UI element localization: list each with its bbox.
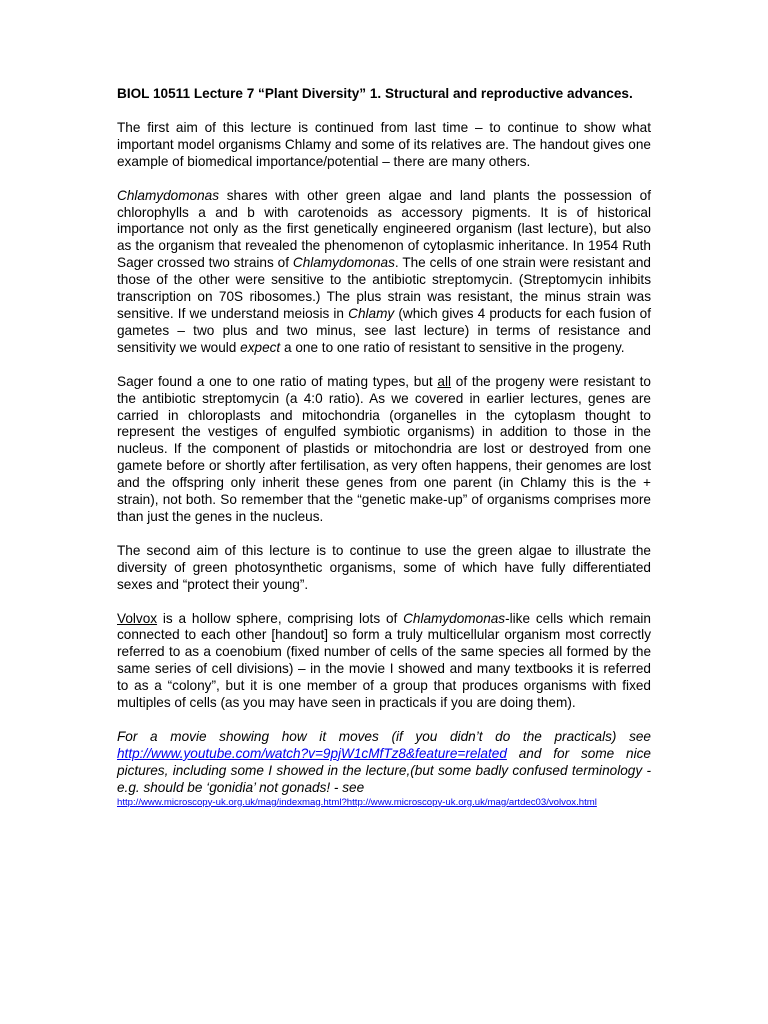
document-page [117,86,651,825]
microscopy-link[interactable]: http://www.microscopy-uk.org.uk/mag/indexmag.html?http://www.microscopy-uk.org.uk/mag/artdec03/volvox.html [117,796,597,808]
text-run: (which gives 4 products for each fusion of gametes – two plus and two minus, see last lecture) in terms of resistance and sensitivity we would [117,305,651,355]
text-run: -like cells which remain connected to each other [handout] so form a truly multicellular organism most correctly referred to as a coenobium (fixed number of cells of the same species all formed by the same series of cell divisions) – in the movie I showed and many textbooks it is referred to as a “colony”, but it is one member of a group that produces organisms with fixed multiples of cells (as you may have seen in practicals if you are doing them). [117,610,651,711]
text-run: . The cells of one strain were resistant and those of the other were sensitive to the antibiotic streptomycin. (Streptomycin inhibits transcription on 70S ribosomes.) The plus strain was resistant, the minus strain was sensitive. If we understand meiosis in [117,255,651,321]
italic-term: Chlamydomonas [117,187,219,203]
paragraph-5 [117,611,651,712]
underlined-term: all [437,373,452,389]
text-run: of the progeny were resistant to the antibiotic streptomycin (a 4:0 ratio). As we covered in earlier lectures, genes are carried in chloroplasts and mitochondria (organelles in the cytoplasm thought to represent the vestiges of engulfed symbiotic organisms) in addition to those in the nucleus. If the component of plastids or mitochondria are lost or destroyed from one gamete before or shortly after fertilisation, as very often happens, their genomes are lost and the offspring only inherit these genes from one parent (in Chlamy this is the + strain), not both. So remember that the “genetic make-up” of organisms comprises more than just the genes in the nucleus. [117,373,651,524]
text-run: a one to one ratio of resistant to sensitive in the progeny. [280,339,625,355]
italic-term: Chlamy [348,305,395,321]
text-run: is a hollow sphere, comprising lots of [157,610,404,626]
paragraph-3 [117,374,651,526]
paragraph-4: The second aim of this lecture is to continue to use the green algae to illustrate the diversity of green photosynthetic organisms, some of which have fully differentiated sexes and “protect their young”. [117,542,651,592]
italic-term: Chlamydomonas [403,610,506,626]
text-run: Sager found a one to one ratio of mating types, but [117,373,438,389]
paragraph-1: The first aim of this lecture is continued from last time – to continue to show what important model organisms Chlamy and some of its relatives are. The handout gives one example of biomedical importance/potential – there are many others. [117,119,651,169]
underlined-term: Volvox [117,610,158,626]
youtube-link[interactable]: http://www.youtube.com/watch?v=9pjW1cMfTz8&feature=related [117,745,507,761]
paragraph-2 [117,188,651,357]
paragraph-6 [117,729,651,808]
text-run: For a movie showing how it moves (if you didn’t do the practicals) see [117,729,651,744]
italic-term: Chlamydomonas [292,255,395,271]
text-run: and for some nice pictures, including some I showed in the lecture,(but some badly confused terminology - e.g. should be ‘gonidia’ not gonads! - see [117,745,651,795]
text-run: shares with other green algae and land plants the possession of chlorophylls a and b with carotenoids as accessory pigments. It is of historical importance not only as the first genetically engineered organism (last lecture), but also as the organism that revealed the phenomenon of cytoplasmic inheritance. In 1954 Ruth Sager crossed two strains of [117,187,651,271]
page-title: BIOL 10511 Lecture 7 “Plant Diversity” 1. Structural and reproductive advances. [117,86,633,101]
italic-term: expect [240,339,281,355]
